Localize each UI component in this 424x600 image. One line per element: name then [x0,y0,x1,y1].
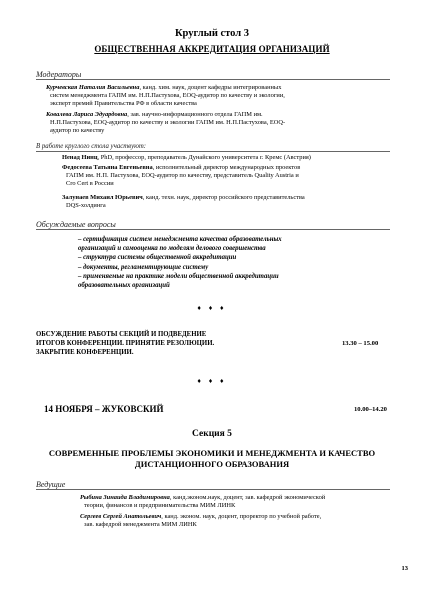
participant-entry: Залунаев Михаил Юрьевич, канд. техн. наук, директор российского представительства DQS-холдинга [62,194,305,210]
diamond-divider: ♦ ♦ ♦ [197,304,227,312]
participant-entry: Ненад Нинц, PhD, профессор, преподаватель Дунайского университета г. Кремс (Австрия) [62,154,311,161]
topic-line: образовательных организаций [78,282,170,290]
participants-rule [36,151,390,152]
date-time: 10.00–14.20 [354,406,387,413]
moderator-entry: Ковалева Лариса Эдуардовна, зав. научно-информационного отдела ГАПМ им. Н.П.Пастухова, EOQ-аудитор по качеству и экологии ГАПМ им. Н.П.Пастухова, EOQ- аудитор по качеству [46,111,286,135]
participant-name: Федосеева Татьяна Евгеньевна [62,164,153,171]
plenary-time: 13.30 – 15.00 [342,340,379,347]
section-heading: Секция 5 [192,429,232,439]
leaders-rule [36,489,390,490]
topics-label: Обсуждаемые вопросы [36,220,116,229]
date-heading: 14 НОЯБРЯ – ЖУКОВСКИЙ [44,404,164,414]
participant-name: Залунаев Михаил Юрьевич [62,194,143,201]
section-title: СОВРЕМЕННЫЕ ПРОБЛЕМЫ ЭКОНОМИКИ И МЕНЕДЖМЕНТА И КАЧЕСТВО ДИСТАНЦИОННОГО ОБРАЗОВАНИЯ [48,448,376,469]
topic-line: – применяемые на практике модели общественной аккредитации [78,272,279,280]
moderator-name: Ковалева Лариса Эдуардовна [46,111,128,118]
moderators-label: Модераторы [36,70,82,79]
page-number: 13 [401,565,408,572]
topics-rule [36,229,390,230]
topics-list [78,235,378,290]
leader-entry: Рыбина Зинаида Владимировна, канд.эконом.наук, доцент, зав. кафедрой экономической теории, финансов и предпринимательства МИМ ЛИНК [80,494,326,510]
leader-name: Сергеев Сергей Анатольевич [80,513,162,520]
participants-label: В работе круглого стола участвуют: [36,143,147,150]
moderator-name: Курчевская Наталия Васильевна [46,84,140,91]
roundtable-heading: Круглый стол 3 [174,28,250,39]
moderators-rule [36,79,390,80]
moderator-entry: Курчевская Наталия Васильевна, канд. хим. наук, доцент кафедры интегрированных систем менеджмента ГАПМ им. Н.П.Пастухова, EOQ-аудитор по качеству и экологии, эксперт премий Правительства РФ в области качества [46,84,285,108]
topic-line: – сертификация систем менеджмента качества образовательных [78,236,282,243]
leader-name: Рыбина Зинаида Владимировна [80,494,170,501]
diamond-divider: ♦ ♦ ♦ [197,377,227,385]
topic-line: организаций и самооценка по моделям делового совершенства [78,245,266,253]
leader-entry: Сергеев Сергей Анатольевич, канд. эконом. наук, доцент, проректор по учебной работе, зав. кафедрой менеджмента МИМ ЛИНК [80,513,322,529]
topic-line: – структура системы общественной аккредитации [78,254,237,262]
plenary-block: ОБСУЖДЕНИЕ РАБОТЫ СЕКЦИЙ И ПОДВЕДЕНИЕ ИТОГОВ КОНФЕРЕНЦИИ. ПРИНЯТИЕ РЕЗОЛЮЦИИ. ЗАКРЫТИЕ КОНФЕРЕНЦИИ. [36,331,215,357]
topic-line: – документы, регламентирующие систему [78,263,209,271]
leaders-label: Ведущие [36,480,66,489]
participant-entry: Федосеева Татьяна Евгеньевна, исполнительный директор международных проектов ГАПМ им. Н.П. Пастухова, EOQ-аудитор по качеству, представитель Quality Austria и Cro Cert в России [62,164,301,188]
participant-name: Ненад Нинц [62,154,98,161]
roundtable-title: ОБЩЕСТВЕННАЯ АККРЕДИТАЦИЯ ОРГАНИЗАЦИЙ [94,44,330,54]
